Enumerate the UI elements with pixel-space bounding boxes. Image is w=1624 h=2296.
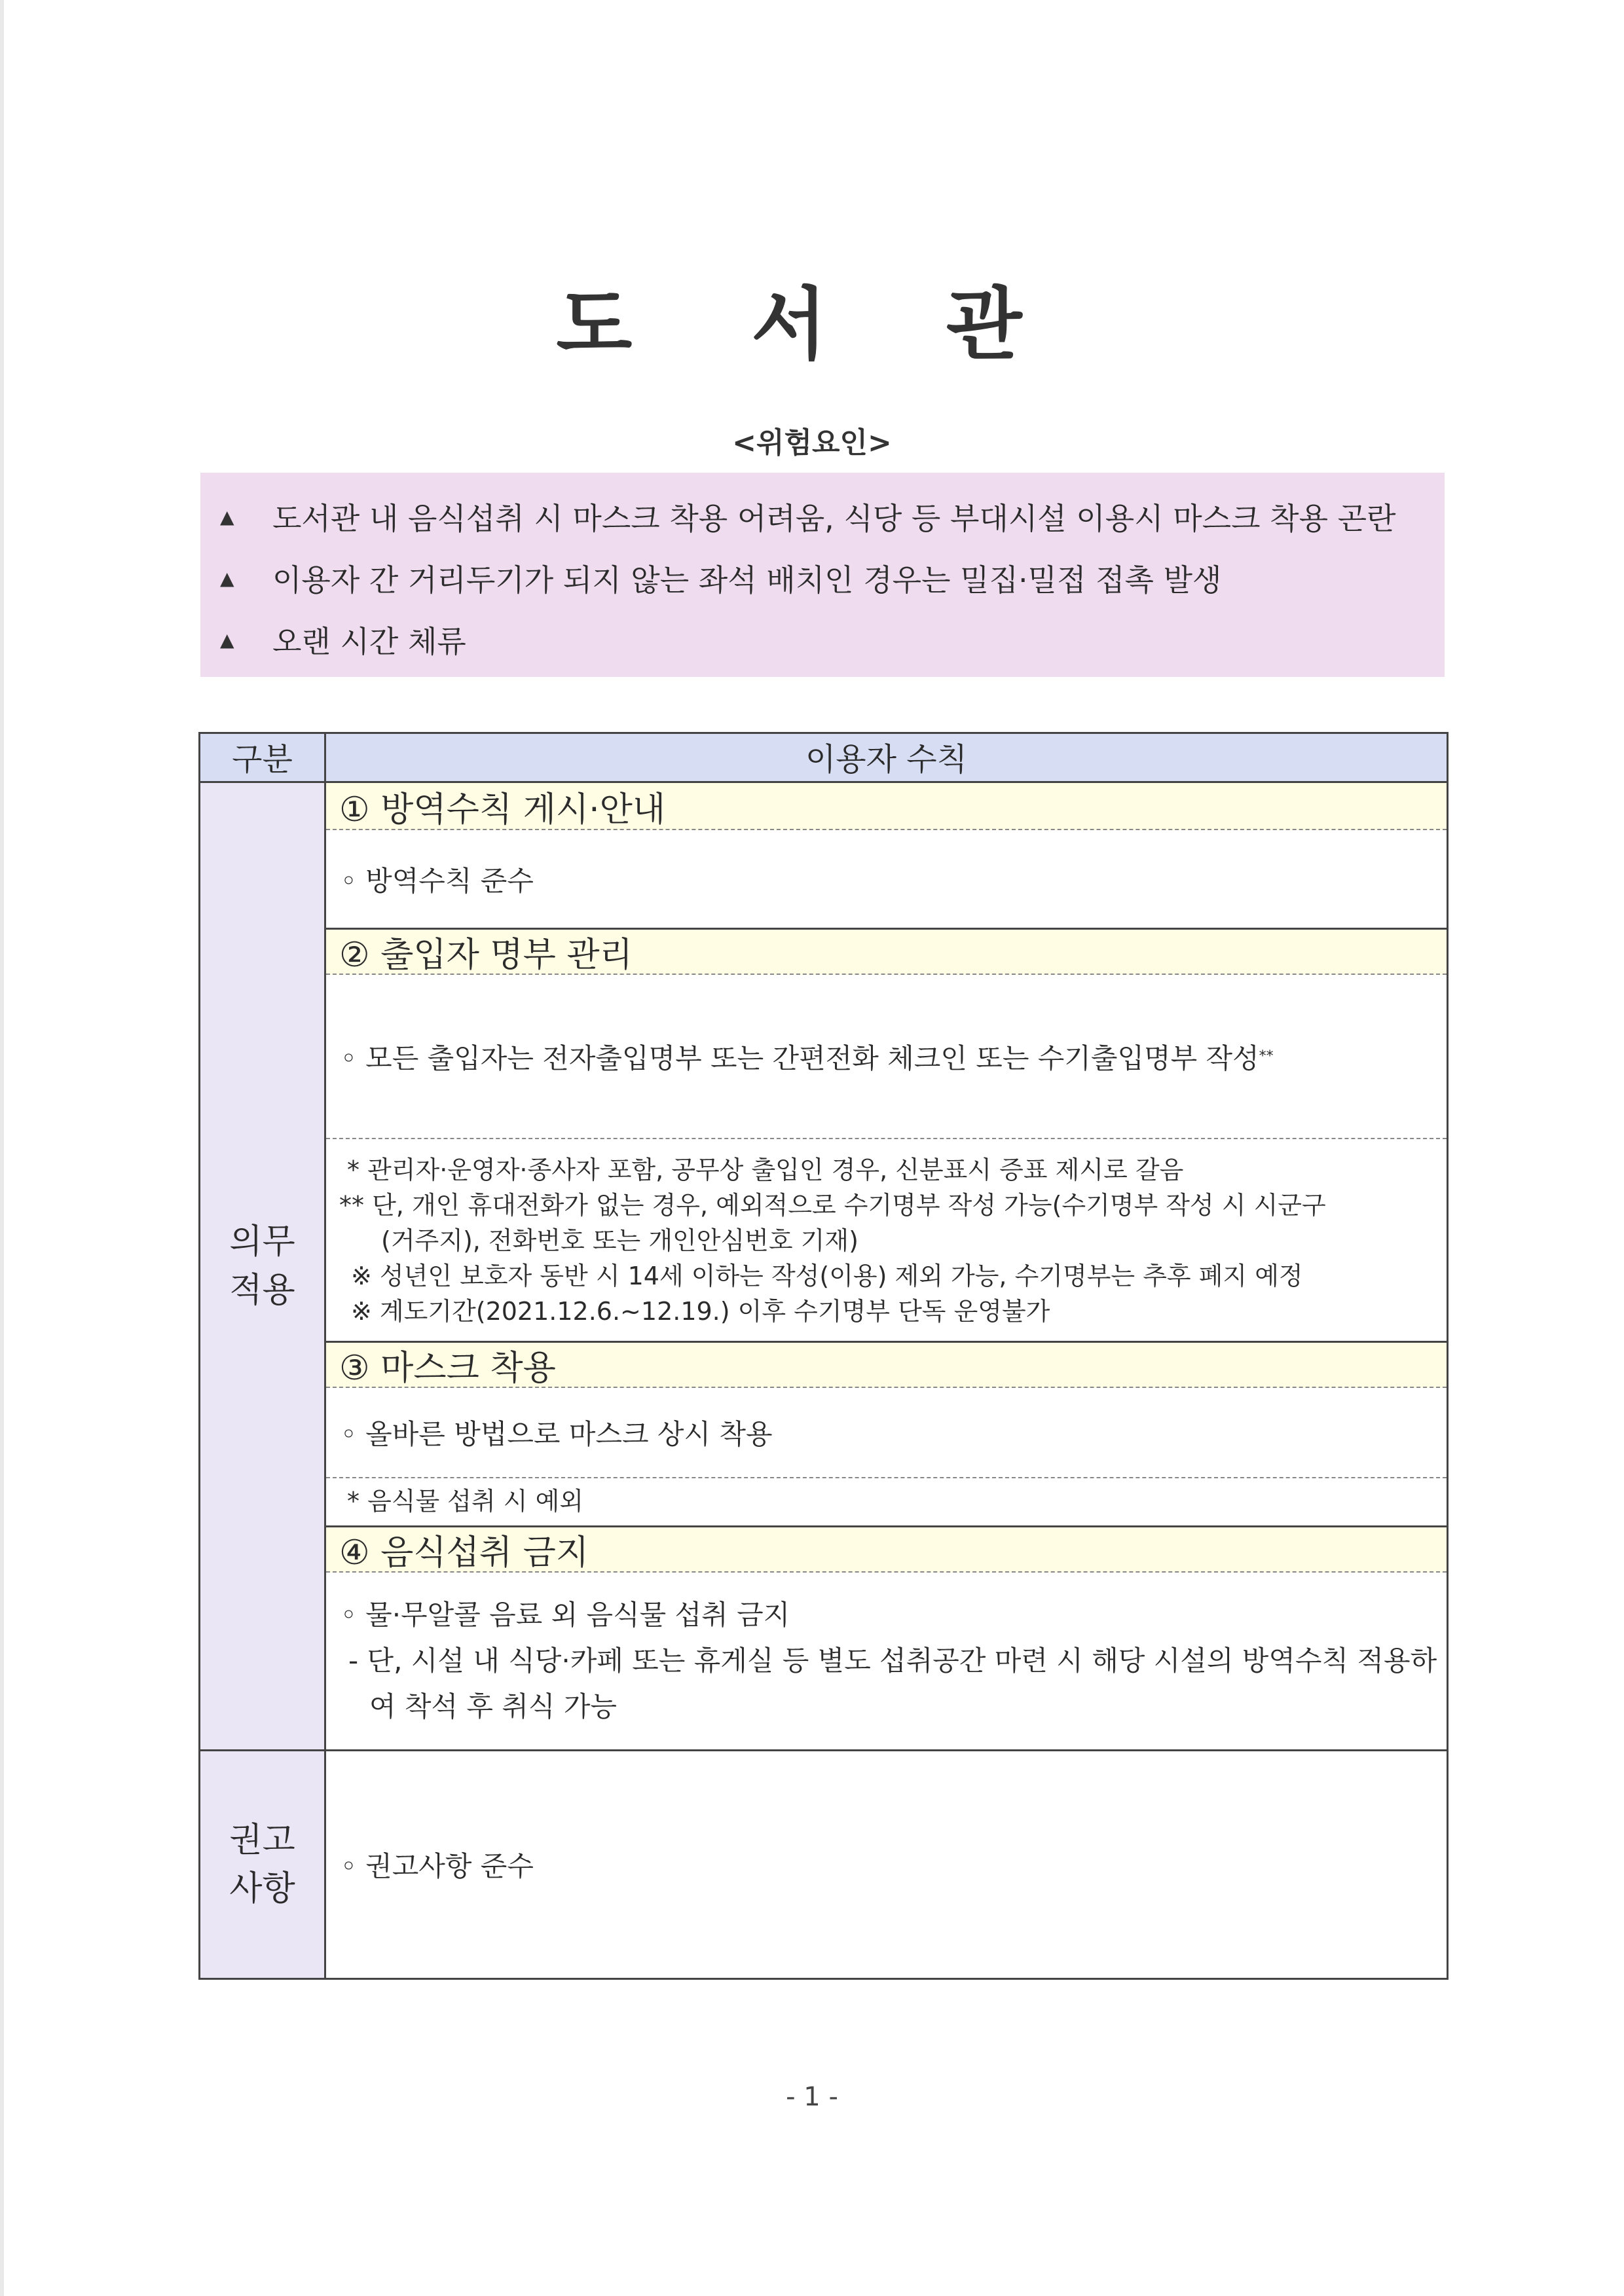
mandatory-category bbox=[200, 782, 325, 1751]
risk-item-text: 이용자 간 거리두기가 되지 않는 좌석 배치인 경우는 밀집·밀접 접촉 발생 bbox=[272, 562, 1222, 598]
note-line: ※ 성년인 보호자 동반 시 14세 이하는 작성(이용) 제외 가능, 수기명부는 추후 폐지 예정 bbox=[351, 1262, 1303, 1290]
mandatory-label-2: 적용 bbox=[229, 1271, 295, 1310]
footnote-mark: ** bbox=[1259, 1048, 1274, 1065]
recommended-label-1: 권고 bbox=[229, 1821, 295, 1860]
table-header-row bbox=[200, 733, 1448, 782]
triangle-bullet-icon: ▲ bbox=[220, 505, 234, 528]
recommended-label-2: 사항 bbox=[229, 1869, 295, 1908]
recommended-category bbox=[200, 1751, 325, 1979]
section-title: ① 방역수칙 게시·안내 bbox=[326, 783, 1447, 830]
section-body bbox=[326, 975, 1447, 1138]
mandatory-row bbox=[200, 782, 1448, 1751]
recommended-row bbox=[200, 1751, 1448, 1979]
section-title: ③ 마스크 착용 bbox=[326, 1341, 1447, 1388]
section-body-line: - 단, 시설 내 식당·카페 또는 휴게실 등 별도 섭취공간 마련 시 해당 시설의 방역수칙 적용하 bbox=[348, 1645, 1437, 1677]
section-body: ◦ 권고사항 준수 bbox=[341, 1850, 534, 1882]
section-body-line: 여 착석 후 취식 가능 bbox=[369, 1690, 617, 1722]
risk-factors-box bbox=[200, 473, 1445, 677]
section-body: ◦ 올바른 방법으로 마스크 상시 착용 bbox=[341, 1418, 773, 1450]
section-title: ④ 음식섭취 금지 bbox=[326, 1525, 1447, 1573]
note-line: ※ 계도기간(2021.12.6.~12.19.) 이후 수기명부 단독 운영불가 bbox=[351, 1297, 1050, 1326]
risk-item bbox=[200, 609, 1445, 670]
section-body-text: ◦ 모든 출입자는 전자출입명부 또는 간편전화 체크인 또는 수기출입명부 작성 bbox=[341, 1042, 1259, 1074]
risk-item bbox=[200, 547, 1445, 609]
mandatory-label-1: 의무 bbox=[229, 1222, 295, 1262]
section-body bbox=[326, 1573, 1447, 1749]
section-body-line: ◦ 물·무알콜 음료 외 음식물 섭취 금지 bbox=[341, 1599, 790, 1631]
risk-item bbox=[200, 486, 1445, 547]
rules-table bbox=[198, 732, 1449, 1980]
risk-item-text: 오랜 시간 체류 bbox=[272, 624, 466, 659]
section-notes bbox=[326, 1477, 1447, 1525]
section-notes bbox=[326, 1138, 1447, 1341]
risk-heading: <위험요인> bbox=[732, 426, 892, 460]
note-line: ** 단, 개인 휴대전화가 없는 경우, 예외적으로 수기명부 작성 가능(수기명부 작성 시 시군구 bbox=[339, 1191, 1326, 1220]
note-line: * 음식물 섭취 시 예외 bbox=[347, 1487, 583, 1516]
header-rules: 이용자 수칙 bbox=[325, 733, 1448, 782]
mandatory-content bbox=[325, 782, 1448, 1751]
risk-item-text: 도서관 내 음식섭취 시 마스크 착용 어려움, 식당 등 부대시설 이용시 마스크 착용 곤란 bbox=[272, 501, 1396, 536]
triangle-bullet-icon: ▲ bbox=[220, 567, 234, 589]
note-line: (거주지), 전화번호 또는 개인안심번호 기재) bbox=[381, 1226, 858, 1255]
page-title: 도 서 관 bbox=[556, 280, 1068, 371]
page-number: - 1 - bbox=[786, 2082, 838, 2112]
section-title: ② 출입자 명부 관리 bbox=[326, 928, 1447, 975]
triangle-bullet-icon: ▲ bbox=[220, 629, 234, 651]
section-body: ◦ 방역수칙 준수 bbox=[341, 864, 534, 897]
header-category: 구분 bbox=[200, 733, 325, 782]
recommended-content bbox=[325, 1751, 1448, 1979]
note-line: * 관리자·운영자·종사자 포함, 공무상 출입인 경우, 신분표시 증표 제시로 갈음 bbox=[347, 1156, 1184, 1184]
